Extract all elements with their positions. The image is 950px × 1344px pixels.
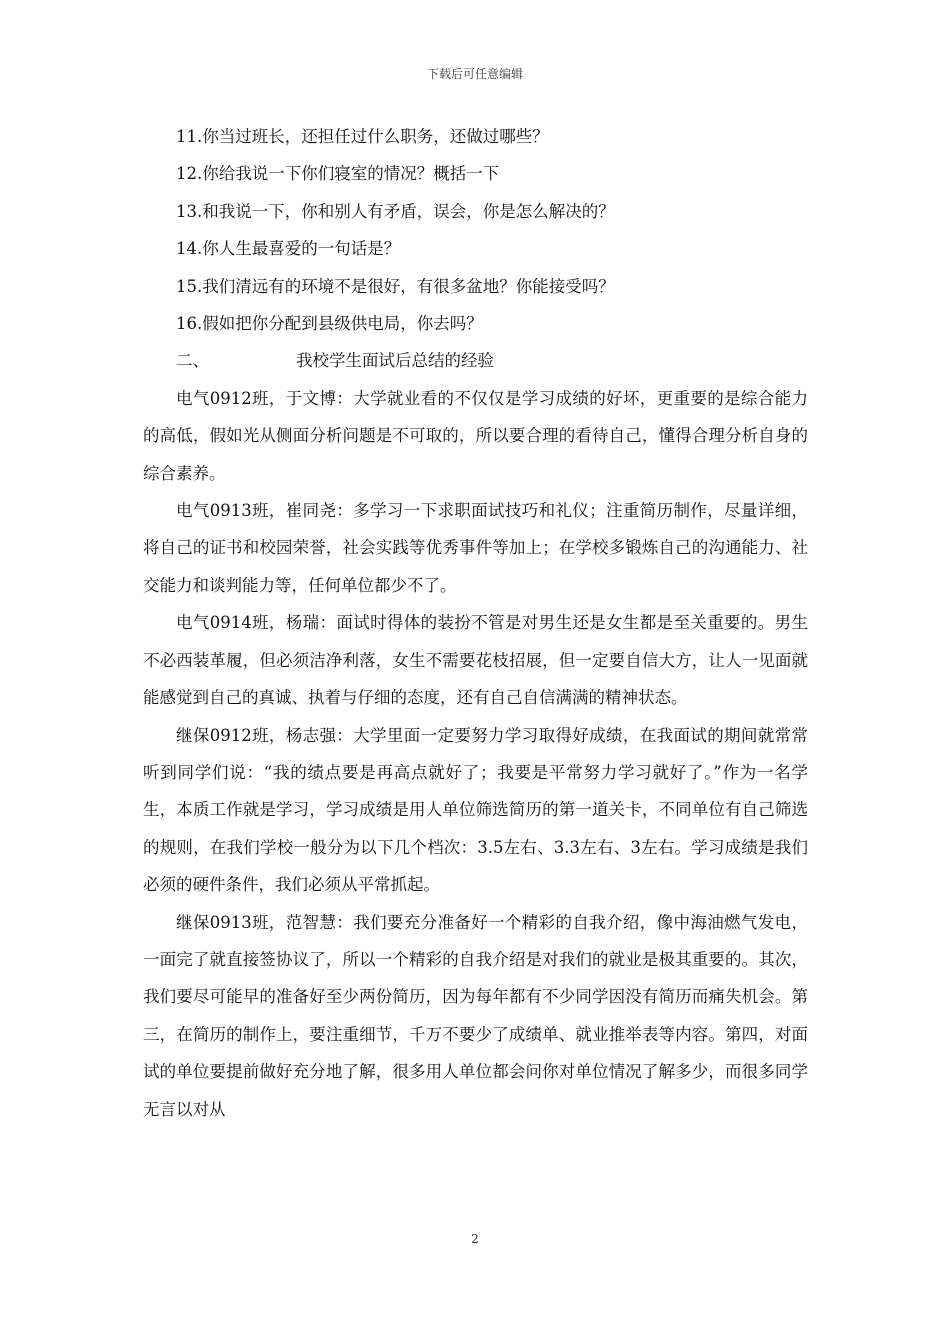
section-heading [143, 342, 808, 379]
experience-paragraph: 继保0913班，范智慧：我们要充分准备好一个精彩的自我介绍，像中海油燃气发电，一面完了就直接签协议了，所以一个精彩的自我介绍是对我们的就业是极其重要的。其次，我们要尽可能早的准备好至少两份简历，因为每年都有不少同学因没有简历而痛失机会。第三，在简历的制作上，要注重细节，千万不要少了成绩单、就业推举表等内容。第四，对面试的单位要提前做好充分地了解，很多用人单位都会问你对单位情况了解多少，而很多同学无言以对从 [143, 912, 808, 1119]
page-header: 下载后可任意编辑 [426, 67, 523, 81]
experience-paragraph: 电气0914班，杨瑞：面试时得体的装扮不管是对男生还是女生都是至关重要的。男生不必西装革履，但必须洁净利落，女生不需要花枝招展，但一定要自信大方，让人一见面就能感觉到自己的真诚、执着与仔细的态度，还有自己自信满满的精神状态。 [143, 613, 808, 708]
section-title: 我校学生面试后总结的经验 [296, 351, 494, 371]
question-item: 15.我们清远有的环境不是很好，有很多盆地？你能接受吗？ [176, 276, 615, 296]
experience-paragraph: 继保0912班，杨志强：大学里面一定要努力学习取得好成绩，在我面试的期间就常常听到同学们说：“我的绩点要是再高点就好了；我要是平常努力学习就好了。”作为一名学生，本质工作就是学习，学习成绩是用人单位筛选简历的第一道关卡，不同单位有自己筛选的规则，在我们学校一般分为以下几个档次：3.5左右、3.3左右、3左右。学习成绩是我们必须的硬件条件，我们必须从平常抓起。 [143, 725, 808, 895]
question-item: 14.你人生最喜爱的一句话是？ [176, 239, 401, 259]
experience-paragraph: 电气0912班，于文博：大学就业看的不仅仅是学习成绩的好坏，更重要的是综合能力的高低，假如光从侧面分析问题是不可取的，所以要合理的看待自己，懂得合理分析自身的综合素养。 [143, 388, 808, 483]
section-number: 二、 [176, 351, 209, 371]
question-item: 11.你当过班长，还担任过什么职务，还做过哪些？ [176, 127, 549, 146]
experience-paragraph: 电气0913班，崔同尧：多学习一下求职面试技巧和礼仪；注重简历制作，尽量详细，将自己的证书和校园荣誉，社会实践等优秀事件等加上；在学校多锻炼自己的沟通能力、社交能力和谈判能力等，任何单位都少不了。 [143, 501, 808, 595]
question-item: 13.和我说一下，你和别人有矛盾，误会，你是怎么解决的？ [176, 201, 615, 221]
document-body [143, 118, 808, 1128]
page-number: 2 [471, 1232, 479, 1246]
question-item: 16.假如把你分配到县级供电局，你去吗？ [176, 314, 483, 334]
question-item: 12.你给我说一下你们寝室的情况？概括一下 [176, 164, 500, 184]
